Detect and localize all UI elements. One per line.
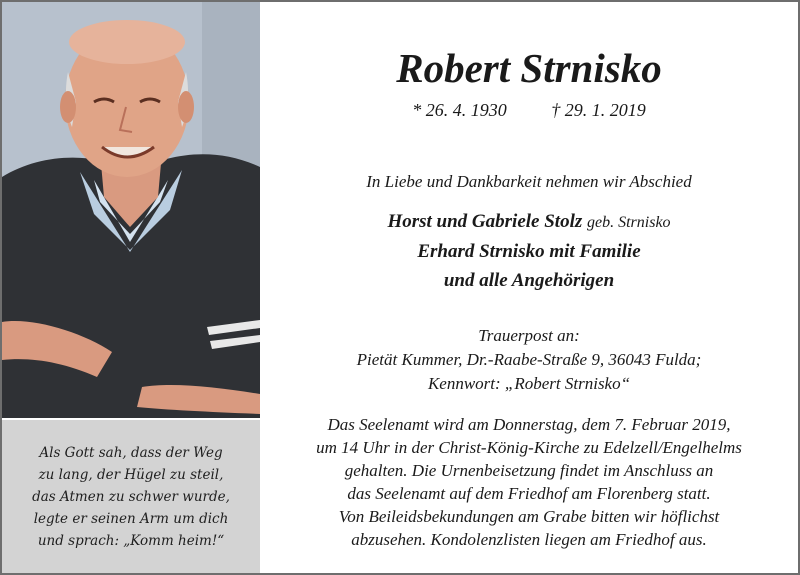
mourner-line (260, 207, 798, 237)
service-line: abzusehen. Kondolenzlisten liegen am Friedhof aus. (351, 530, 707, 549)
deceased-name: Robert Strnisko (396, 45, 662, 91)
verse-line: zu lang, der Hügel zu steil, (38, 466, 224, 483)
mail-address: Pietät Kummer, Dr.-Raabe-Straße 9, 36043 Fulda; (356, 350, 702, 369)
verse-line: Als Gott sah, dass der Weg (39, 444, 223, 461)
service-line: Von Beileidsbekundungen am Grabe bitten wir höflichst (338, 507, 720, 526)
portrait-photo (2, 2, 260, 418)
verse-line: das Atmen zu schwer wurde, (32, 488, 230, 505)
mourner-line: und alle Angehörigen (443, 270, 615, 291)
condolence-mail-block (260, 324, 798, 396)
service-details (260, 413, 798, 551)
death-date: † 29. 1. 2019 (551, 100, 646, 120)
farewell-line: In Liebe und Dankbarkeit nehmen wir Abschied (366, 172, 692, 191)
mourner-names: Horst und Gabriele Stolz (387, 211, 583, 232)
verse-box (2, 420, 260, 573)
mourner-line: Erhard Strnisko mit Familie (417, 241, 641, 262)
service-line: Das Seelenamt wird am Donnerstag, dem 7. Februar 2019, (327, 415, 731, 434)
right-column (260, 2, 798, 573)
verse-line: legte er seinen Arm um dich (33, 510, 229, 527)
service-line: um 14 Uhr in der Christ-König-Kirche zu Edelzell/Engelhelms (316, 438, 742, 457)
mail-keyword: Kennwort: „Robert Strnisko“ (427, 374, 631, 393)
verse-line: und sprach: „Komm heim!“ (37, 532, 225, 549)
mail-label: Trauerpost an: (478, 326, 580, 345)
mourners-block (260, 207, 798, 295)
portrait-illustration (2, 2, 260, 418)
left-column (2, 2, 260, 573)
life-dates (260, 99, 798, 121)
maiden-name: geb. Strnisko (587, 214, 671, 231)
service-line: gehalten. Die Urnenbeisetzung findet im Anschluss an (344, 461, 714, 480)
service-line: das Seelenamt auf dem Friedhof am Florenberg statt. (347, 484, 711, 503)
verse-text (32, 442, 230, 552)
birth-date: * 26. 4. 1930 (412, 100, 507, 120)
